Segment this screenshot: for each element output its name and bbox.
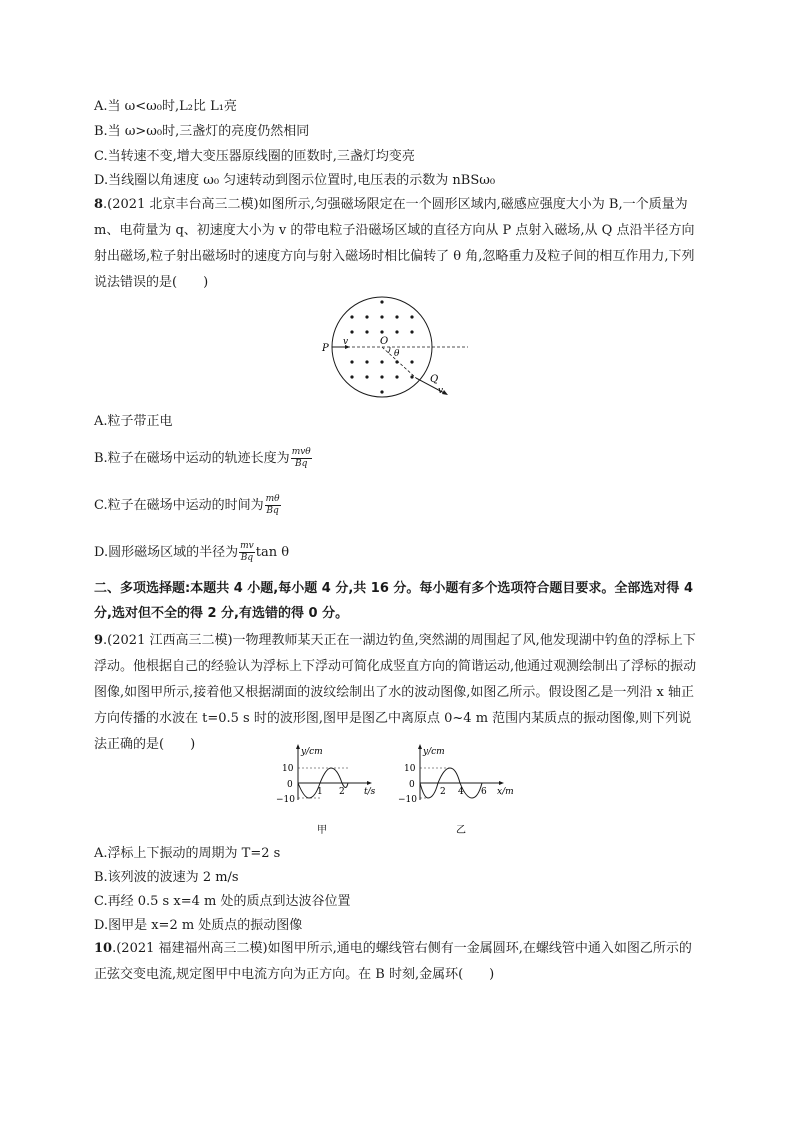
y-tick-0: 0: [409, 780, 415, 790]
q9-text: .(2021 江西高三二模)一物理教师某天正在一湖边钓鱼,突然湖的周围起了风,他发现湖中钓鱼的浮标上下浮动。他根据自己的经验认为浮标上下浮动可简化成竖直方向的简谐运动,他通过观测绘制出了浮标的振动图像,如图甲所示,接着他又根据湖面的波纹绘制出了水的波动图像,如图乙所示。假设图乙是一列沿 x 轴正方向传播的水波在 t=0.5 s 时的波形图,图甲是图乙中离原点 0~4 m 范围内某质点的振动图像,则下列说法正确的是( ): [94, 633, 697, 752]
q10-stem: [94, 936, 704, 988]
fraction: $\frac{m\theta}{Bq}$: [265, 494, 280, 516]
theta-arc: [388, 347, 390, 353]
q9-option-a: A.浮标上下振动的周期为 T=2 s: [94, 846, 281, 861]
q8-option-a: A.粒子带正电: [94, 414, 173, 429]
y-axis-label: y/cm: [423, 747, 445, 757]
field-dot: [395, 330, 398, 333]
y-axis-arrow: [418, 744, 422, 749]
field-dot: [350, 360, 353, 363]
q7-option-a: A.当 ω<ω₀时,L₂比 L₁亮: [94, 99, 237, 114]
x-axis-label: t/s: [364, 787, 376, 797]
q8-text: .(2021 北京丰台高三二模)如图所示,匀强磁场限定在一个圆形区域内,磁感应强度大小为 B,一个质量为 m、电荷量为 q、初速度大小为 v 的带电粒子沿磁场区域的直径方向从 P 点射入磁场,从 Q 点沿半径方向射出磁场,粒子射出磁场时的速度方向与射入磁场时相比偏转了 θ 角,忽略重力及粒子间的相互作用力,下列说法错误的是( ): [94, 197, 695, 290]
q7-option-c: C.当转速不变,增大变压器原线圈的匝数时,三盏灯均变亮: [94, 149, 415, 164]
x-axis-arrow: [367, 781, 372, 785]
y-tick-10: 10: [404, 764, 416, 774]
q8-option-b: B.粒子在磁场中运动的轨迹长度为 $\frac{\text{mvθ}}{Bq}$: [94, 447, 311, 469]
x-tick-2: 2: [339, 787, 345, 797]
field-dot: [380, 375, 383, 378]
label-O: O: [380, 336, 389, 347]
y-axis-arrow: [296, 744, 300, 749]
field-dot: [395, 315, 398, 318]
field-dot: [365, 360, 368, 363]
y-tick-neg10: −10: [398, 795, 417, 805]
field-dot: [365, 330, 368, 333]
y-axis-label: y/cm: [301, 747, 323, 757]
fraction: $\frac{\text{mvθ}}{Bq}$: [291, 447, 311, 469]
field-dot: [410, 360, 413, 363]
field-dot: [410, 315, 413, 318]
q8-option-c: C.粒子在磁场中运动的时间为 $\frac{m\theta}{Bq}$: [94, 494, 280, 516]
section-2-heading: 二、多项选择题:本题共 4 小题,每小题 4 分,共 16 分。每小题有多个选项符合题目要求。全部选对得 4 分,选对但不全的得 2 分,有选错的得 0 分。: [94, 581, 693, 621]
caption-jia: 甲: [317, 825, 327, 836]
field-dot: [380, 390, 383, 393]
fraction: $\frac{mv}{Bq}$: [240, 541, 254, 563]
field-dot: [365, 375, 368, 378]
q9-option-c: C.再经 0.5 s x=4 m 处的质点到达波谷位置: [94, 894, 351, 909]
q9-option-d: D.图甲是 x=2 m 处质点的振动图像: [94, 918, 303, 933]
q8-magnetic-field-figure: [318, 290, 478, 402]
q10-text: .(2021 福建福州高三二模)如图甲所示,通电的螺线管右侧有一金属圆环,在螺线管中通入如图乙所示的正弦交变电流,规定图甲中电流方向为正方向。在 B 时刻,金属环( ): [94, 941, 692, 982]
field-dot: [350, 315, 353, 318]
label-v-in: v: [343, 337, 349, 347]
y-tick-0: 0: [287, 780, 293, 790]
field-dot: [395, 375, 398, 378]
y-tick-neg10: −10: [276, 795, 295, 805]
field-dot: [380, 300, 383, 303]
q8-stem: [94, 192, 704, 296]
x-tick-2: 2: [440, 787, 446, 797]
x-axis-arrow: [499, 781, 504, 785]
field-dot: [380, 315, 383, 318]
x-tick-6: 6: [481, 787, 487, 797]
q8-number: 8: [94, 197, 104, 212]
x-tick-4: 4: [458, 787, 464, 797]
q9-number: 9: [94, 633, 104, 648]
q9-option-b: B.该列波的波速为 2 m/s: [94, 870, 239, 885]
field-dot: [380, 330, 383, 333]
field-dot: [365, 315, 368, 318]
label-v-out: v: [438, 386, 444, 396]
q10-number: 10: [94, 941, 113, 956]
label-P: P: [322, 343, 329, 354]
q7-option-b: B.当 ω>ω₀时,三盏灯的亮度仍然相同: [94, 124, 310, 139]
q8-option-d: D.圆形磁场区域的半径为 $\frac{mv}{Bq}$ tan θ: [94, 541, 290, 563]
field-dot: [350, 330, 353, 333]
x-tick-1: 1: [317, 787, 323, 797]
field-dot: [350, 375, 353, 378]
field-dot: [410, 330, 413, 333]
label-theta: θ: [394, 349, 400, 359]
graph-jia: [276, 742, 386, 838]
caption-yi: 乙: [456, 825, 466, 836]
q7-option-d: D.当线圈以角速度 ω₀ 匀速转动到图示位置时,电压表的示数为 nBSω₀: [94, 173, 496, 188]
x-axis-label: x/m: [497, 787, 514, 797]
y-tick-10: 10: [282, 764, 294, 774]
q9-stem: [94, 628, 704, 758]
field-dot: [380, 360, 383, 363]
label-Q: Q: [430, 374, 439, 385]
graph-yi: [398, 742, 528, 838]
